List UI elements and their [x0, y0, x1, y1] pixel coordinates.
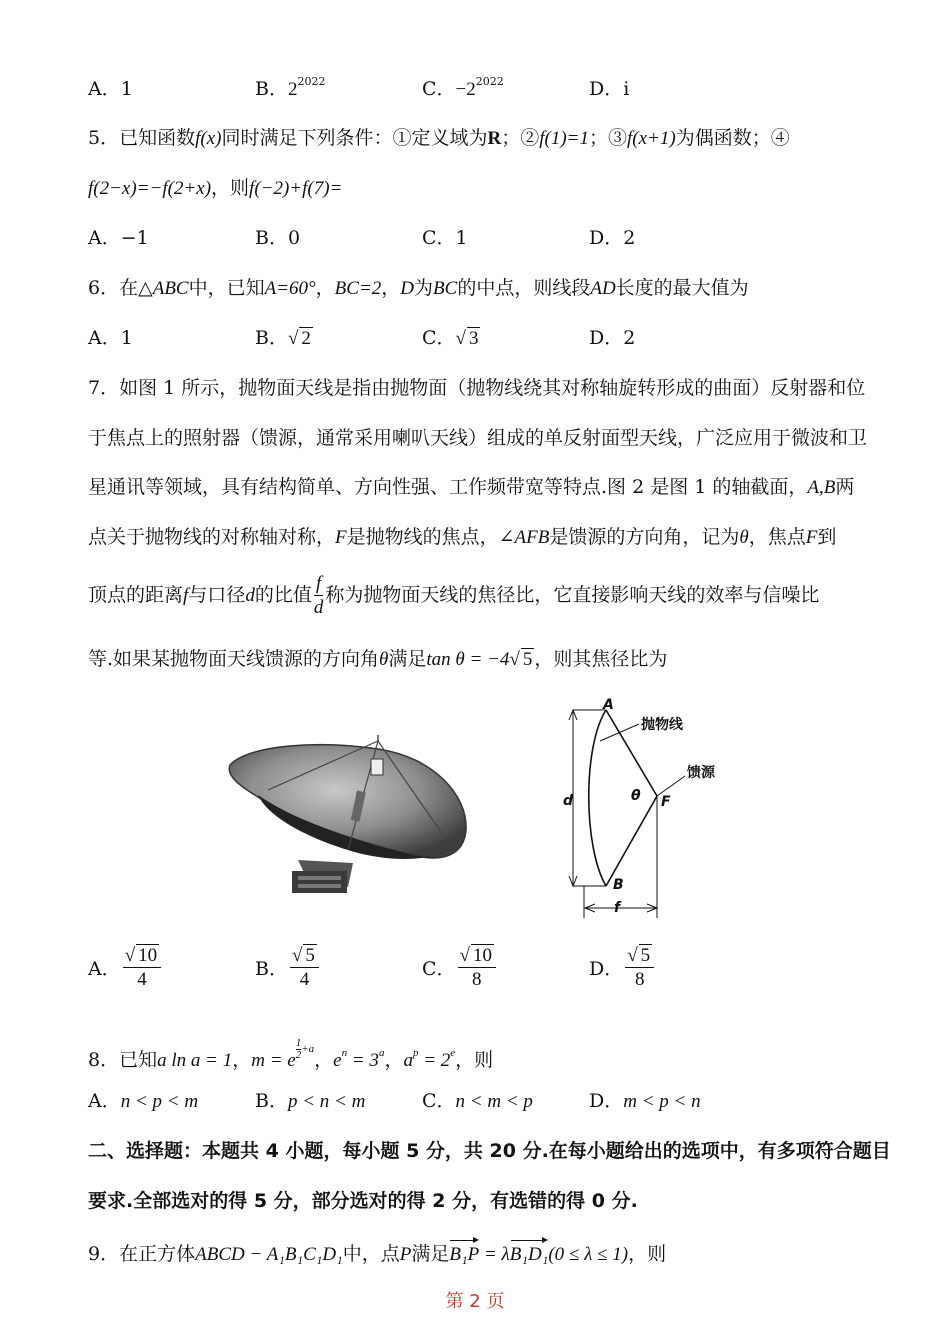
math: = 2 [418, 1050, 451, 1072]
text: ，则 [455, 1049, 494, 1072]
sqrt-sign: √ [509, 649, 520, 670]
math: a ln a = 1 [157, 1050, 233, 1072]
diagram-label-d: d [563, 793, 574, 809]
math: ∠AFB [498, 527, 550, 548]
math: A,B [807, 477, 836, 498]
q4-option-d: D．i [589, 78, 630, 100]
exp-rest: +a [301, 1043, 315, 1056]
math: θ [739, 527, 749, 548]
sqrt-sign: √ [287, 328, 299, 349]
math: n < m < p [455, 1091, 533, 1112]
text: 等.如果某抛物面天线馈源的方向角 [88, 648, 380, 670]
satellite-dish-illustration [228, 735, 470, 897]
math: m < p < n [623, 1091, 701, 1112]
denominator: 4 [137, 969, 147, 990]
q4-option-b [255, 76, 325, 103]
math: m = e [251, 1050, 296, 1072]
exp: e [450, 1047, 456, 1060]
section2-heading-line2: 要求.全部选对的得 5 分，部分选对的得 2 分，有选错的得 0 分. [88, 1190, 638, 1212]
label: A． [88, 1090, 121, 1112]
q6-option-c [422, 325, 480, 352]
q7-line2 [88, 425, 867, 451]
math: (0 ≤ λ ≤ 1) [548, 1244, 629, 1265]
label: B． [255, 957, 288, 980]
text: 已知 [119, 1049, 158, 1072]
base: 2 [287, 79, 298, 100]
text: 点关于抛物线的对称轴对称， [88, 526, 336, 548]
math: A=60° [264, 278, 316, 299]
sqrt-sign: √ [455, 328, 466, 349]
text: ， [314, 1049, 334, 1072]
numerator: √ 10 [458, 945, 496, 968]
text: 满足 [411, 1243, 450, 1265]
math: P [399, 1244, 412, 1265]
numerator: f [315, 572, 322, 594]
text: ，则 [211, 177, 250, 199]
q7-option-c [422, 945, 498, 992]
base: −2 [455, 79, 476, 100]
q5-option-c: C．1 [422, 227, 468, 249]
text: ， [381, 277, 401, 299]
radicand: 5 [640, 945, 651, 966]
text: 称为抛物面天线的焦径比，它直接影响天线的效率与信噪比 [325, 584, 820, 606]
text: ，焦点 [748, 526, 806, 548]
q7-line5 [88, 570, 819, 621]
q8-option-a [88, 1088, 198, 1115]
numerator: √ 5 [290, 945, 319, 968]
radicand: 10 [472, 945, 492, 966]
math: n < p < m [120, 1091, 199, 1112]
diagram-label-b: B [613, 877, 624, 893]
text: ，则其焦径比为 [534, 648, 668, 670]
math: = λ [479, 1244, 510, 1265]
math: f(x) [195, 128, 222, 149]
text: 在△ [119, 277, 153, 299]
diagram-label-f-dist: f [614, 900, 621, 916]
q4-option-a: A．1 [88, 78, 133, 100]
diagram-label-a: A [603, 697, 614, 713]
math: AD [590, 278, 616, 299]
q7-option-d [589, 945, 656, 992]
text: 同时满足下列条件：①定义域为 [221, 127, 488, 149]
q-number: 6． [88, 277, 120, 299]
math: BC [433, 278, 458, 299]
text: ；③ [589, 127, 628, 149]
fraction [458, 945, 496, 992]
math: f(−2)+f(7)= [249, 178, 343, 199]
text: 已知函数 [119, 127, 196, 149]
math: D [400, 278, 415, 299]
q9-line1 [88, 1238, 666, 1268]
label: D． [589, 957, 624, 980]
math: R [487, 128, 502, 149]
text: 中，已知 [188, 277, 265, 299]
q8-option-d [589, 1088, 701, 1115]
text: 的比值 [254, 584, 312, 606]
q6-option-d: D．2 [589, 327, 636, 349]
q6-line1 [88, 275, 749, 302]
q7-line1 [88, 375, 865, 401]
q-number: 7． [88, 377, 120, 399]
q4-option-c [422, 76, 504, 103]
fraction [314, 573, 324, 620]
exp: p [412, 1047, 419, 1060]
math: BC=2 [334, 278, 382, 299]
math: F [805, 527, 818, 548]
q7-option-b [255, 945, 321, 992]
q5-option-d: D．2 [589, 227, 636, 249]
label: A． [88, 957, 121, 980]
label: C． [422, 78, 456, 100]
exp: a [378, 1047, 385, 1060]
label: B． [255, 1090, 288, 1112]
math: F [335, 527, 347, 548]
label: B． [255, 78, 288, 100]
math: f(1)=1 [539, 128, 590, 149]
label: C． [422, 957, 456, 980]
section2-heading-line1: 二、选择题：本题共 4 小题，每小题 5 分，共 20 分.在每小题给出的选项中，有多项符合题目 [88, 1140, 891, 1162]
q5-option-b: B．0 [255, 227, 301, 249]
numerator: 1 [295, 1037, 302, 1049]
denominator: 2 [295, 1049, 302, 1061]
math: ABCD − A₁B₁C₁D₁ [195, 1244, 343, 1265]
label: C． [422, 327, 456, 349]
math: tan θ = −4 [426, 649, 510, 670]
math: e [333, 1050, 342, 1072]
label: C． [422, 1090, 456, 1112]
text: 到 [817, 526, 837, 548]
text: ， [384, 1049, 404, 1072]
text: 的中点，则线段 [457, 277, 591, 299]
vector: B₁P [449, 1238, 479, 1268]
numerator: √ 5 [625, 945, 654, 968]
math: f [183, 585, 189, 606]
diagram-label-f: F [661, 794, 671, 810]
fraction [625, 945, 654, 992]
q6-option-b [255, 325, 313, 352]
denominator: 4 [299, 969, 310, 990]
q8-option-b [255, 1088, 365, 1115]
text: 如图 1 所示，抛物面天线是指由抛物面（抛物线绕其对称轴旋转形成的曲面）反射器和位 [119, 377, 866, 399]
fraction [123, 945, 161, 992]
math: f(x+1) [627, 128, 676, 149]
math: a [403, 1050, 413, 1072]
exp: n [341, 1047, 348, 1060]
text: 与口径 [188, 584, 246, 606]
text: 满足 [388, 648, 427, 670]
math: f(2−x)=−f(2+x) [88, 178, 212, 199]
math: ABC [152, 278, 189, 299]
text: 于焦点上的照射器（馈源，通常采用喇叭天线）组成的单反射面型天线，广泛应用于微波和卫 [88, 427, 868, 449]
q-number: 9． [88, 1243, 120, 1265]
text: 长度的最大值为 [615, 277, 749, 299]
text: 顶点的距离 [88, 584, 184, 606]
radicand: 10 [138, 945, 158, 966]
radicand: 5 [305, 945, 315, 966]
radicand: 2 [301, 328, 311, 349]
radicand: 5 [522, 649, 533, 670]
q7-line3 [88, 474, 854, 501]
text: ，则 [628, 1243, 667, 1265]
q5-line1 [88, 125, 790, 152]
diagram-label-parabola: 抛物线 [641, 717, 683, 733]
text: ， [232, 1049, 252, 1072]
denominator: d [313, 596, 324, 618]
denominator: 8 [472, 969, 482, 990]
q7-line4 [88, 524, 836, 551]
math: p < n < m [287, 1091, 366, 1112]
text: 星通讯等领域，具有结构简单、方向性强、工作频带宽等特点.图 2 是图 1 的轴截面， [88, 476, 808, 498]
text: ， [315, 277, 335, 299]
exp: 2022 [297, 75, 326, 88]
q7-line6 [88, 646, 667, 673]
text: 是馈源的方向角，记为 [549, 526, 740, 548]
q8-option-c [422, 1088, 533, 1115]
q-number: 8． [88, 1049, 120, 1072]
fraction [290, 945, 319, 992]
q6-option-a: A．1 [88, 327, 133, 349]
diagram-label-feed: 馈源 [687, 765, 715, 781]
text: 是抛物线的焦点， [346, 526, 499, 548]
exp: 2022 [475, 75, 504, 88]
q5-option-a: A．−1 [88, 227, 149, 249]
math: = 3 [347, 1050, 379, 1072]
exponent [296, 1038, 314, 1061]
q-number: 5． [88, 127, 120, 149]
label: B． [255, 327, 288, 349]
q8-line1 [88, 1038, 493, 1074]
vector: B₁D₁ [510, 1238, 549, 1268]
diagram-label-theta: θ [631, 788, 641, 804]
radicand: 3 [468, 328, 479, 349]
text: 两 [835, 476, 855, 498]
text: 为 [414, 277, 434, 299]
q7-option-a [88, 945, 163, 992]
numerator: √ 10 [123, 945, 161, 968]
label: D． [589, 1090, 624, 1112]
page-number: 第 2 页 [445, 1291, 505, 1312]
text: 在正方体 [119, 1243, 196, 1265]
q5-line2 [88, 175, 342, 202]
text: 中，点 [342, 1243, 400, 1265]
math: θ [379, 649, 389, 670]
denominator: 8 [634, 969, 645, 990]
text: ；② [501, 127, 540, 149]
text: 为偶函数；④ [675, 127, 790, 149]
math: d [245, 585, 255, 606]
